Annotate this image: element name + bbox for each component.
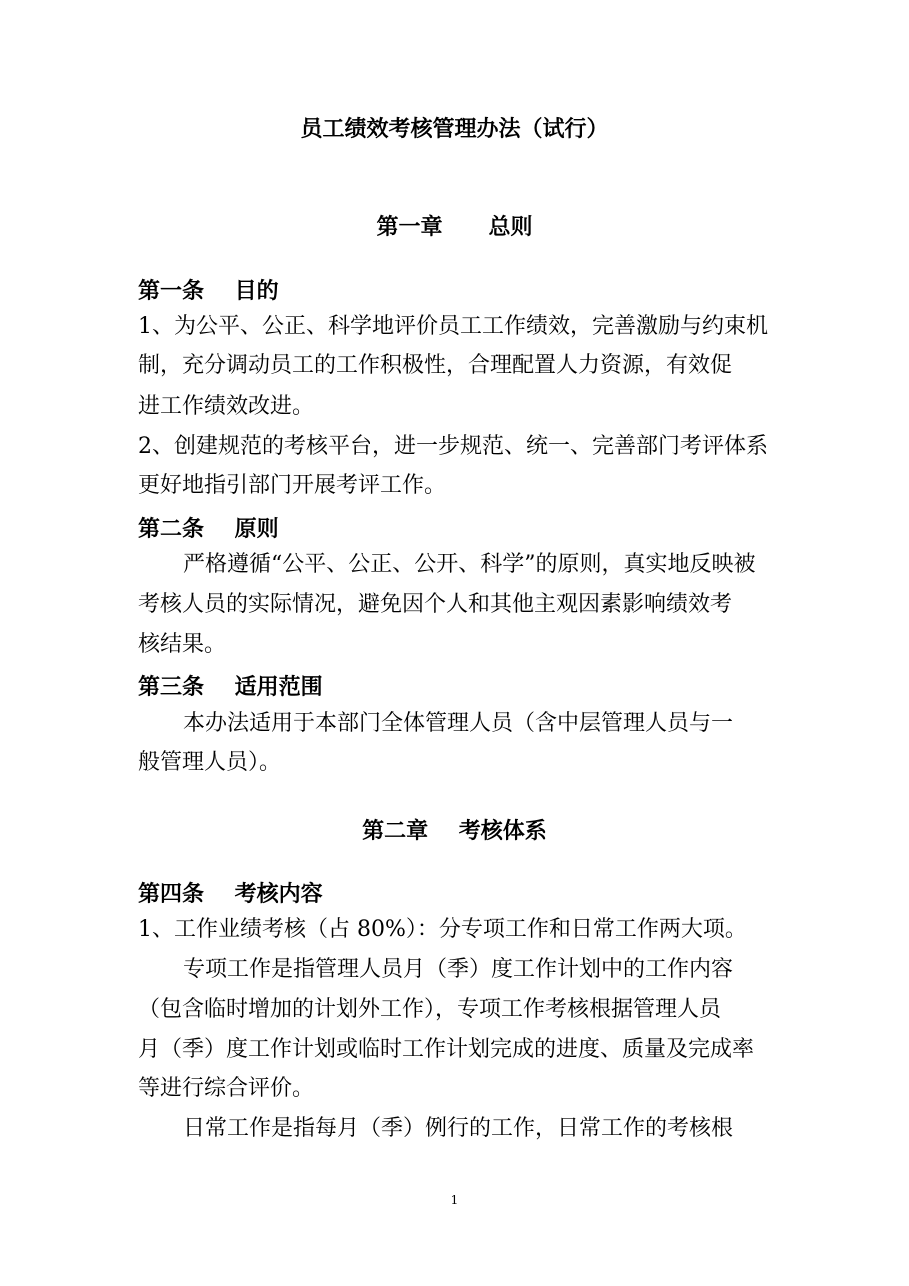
- body-line: 更好地指引部门开展考评工作。: [138, 473, 447, 498]
- body-line: 月（季）度工作计划或临时工作计划完成的进度、质量及完成率: [138, 1037, 755, 1062]
- body-line: 2、创建规范的考核平台，进一步规范、统一、完善部门考评体系: [138, 434, 768, 459]
- body-line: 日常工作是指每月（季）例行的工作，日常工作的考核根: [183, 1116, 734, 1141]
- chapter-heading-2: 第二章 考核体系: [362, 818, 547, 844]
- body-line: 核结果。: [138, 632, 227, 657]
- article-heading-3: 第三条 适用范围: [138, 674, 323, 700]
- body-line: 1、为公平、公正、科学地评价员工工作绩效，完善激励与约束机: [138, 314, 768, 339]
- article-heading-4: 第四条 考核内容: [138, 881, 323, 907]
- body-line: 般管理人员）。: [138, 750, 282, 775]
- body-line: 进工作绩效改进。: [138, 394, 315, 419]
- body-line: 考核人员的实际情况，避免因个人和其他主观因素影响绩效考: [138, 592, 733, 617]
- article-heading-2: 第二条 原则: [138, 516, 279, 542]
- body-line: 专项工作是指管理人员月（季）度工作计划中的工作内容: [183, 957, 734, 982]
- body-line: 等进行综合评价。: [138, 1076, 315, 1101]
- body-line: 1、工作业绩考核（占 80%）：分专项工作和日常工作两大项。: [138, 917, 747, 942]
- chapter-heading-1: 第一章 总则: [376, 214, 533, 240]
- article-heading-1: 第一条 目的: [138, 278, 279, 304]
- body-line: 制，充分调动员工的工作积极性，合理配置人力资源，有效促: [138, 353, 733, 378]
- body-line: 严格遵循“公平、公正、公开、科学”的原则，真实地反映被: [183, 552, 756, 577]
- page-number: 1: [450, 1193, 459, 1207]
- body-line: （包含临时增加的计划外工作），专项工作考核根据管理人员: [138, 997, 722, 1022]
- document-title: 员工绩效考核管理办法（试行）: [300, 116, 609, 142]
- body-line: 本办法适用于本部门全体管理人员（含中层管理人员与一: [183, 711, 734, 736]
